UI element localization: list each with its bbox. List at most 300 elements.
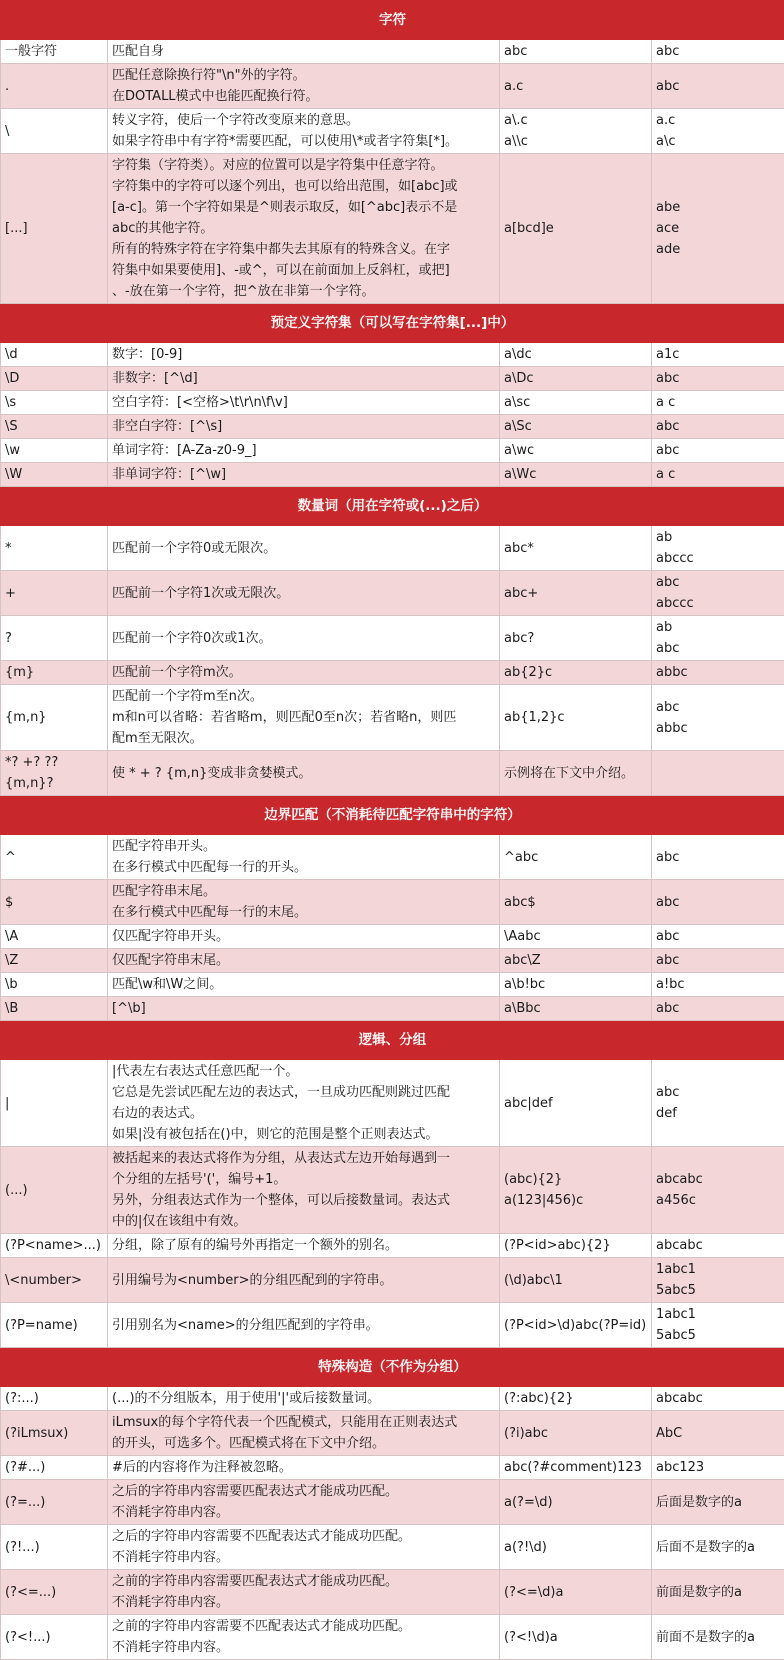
description-line: 引用编号为<number>的分组匹配到的字符串。 — [112, 1270, 495, 1291]
section-header-row — [1, 487, 784, 526]
pattern-cell — [500, 997, 652, 1021]
match-line: abc — [656, 697, 780, 718]
match-line: abbc — [656, 662, 780, 683]
syntax-cell — [1, 997, 108, 1021]
table-row — [1, 463, 784, 487]
match-line: abc — [656, 950, 780, 971]
table-row — [1, 685, 784, 751]
description-line: 单词字符：[A-Za-z0-9_] — [112, 440, 495, 461]
pattern-cell — [500, 391, 652, 415]
syntax-line: ? — [5, 628, 103, 649]
description-line: 配m至无限次。 — [112, 728, 495, 749]
description-line: 匹配前一个字符m次。 — [112, 662, 495, 683]
description-cell — [108, 571, 500, 616]
table-row — [1, 343, 784, 367]
syntax-line: *? +? ?? — [5, 752, 103, 773]
pattern-cell — [500, 973, 652, 997]
match-line: a c — [656, 392, 780, 413]
description-cell — [108, 1411, 500, 1456]
description-line: 之前的字符串内容需要不匹配表达式才能成功匹配。 — [112, 1616, 495, 1637]
description-line: 右边的表达式。 — [112, 1103, 495, 1124]
description-cell — [108, 367, 500, 391]
match-cell — [652, 880, 784, 925]
table-row — [1, 1303, 784, 1348]
syntax-line: \D — [5, 368, 103, 389]
syntax-line: \s — [5, 392, 103, 413]
match-line: abe — [656, 197, 780, 218]
table-row — [1, 571, 784, 616]
syntax-cell — [1, 1525, 108, 1570]
description-line: 字符集（字符类）。对应的位置可以是字符集中任意字符。 — [112, 155, 495, 176]
description-line: 引用别名为<name>的分组匹配到的字符串。 — [112, 1315, 495, 1336]
description-line: 仅匹配字符串开头。 — [112, 926, 495, 947]
match-cell — [652, 1258, 784, 1303]
pattern-cell — [500, 1456, 652, 1480]
syntax-cell — [1, 64, 108, 109]
pattern-line: (?<!\d)a — [504, 1627, 647, 1648]
syntax-cell — [1, 1456, 108, 1480]
description-line: #后的内容将作为注释被忽略。 — [112, 1457, 495, 1478]
pattern-cell — [500, 40, 652, 64]
match-line: 1abc1 — [656, 1259, 780, 1280]
description-cell — [108, 463, 500, 487]
syntax-line: \w — [5, 440, 103, 461]
syntax-cell — [1, 343, 108, 367]
match-cell — [652, 973, 784, 997]
description-cell — [108, 835, 500, 880]
pattern-cell — [500, 415, 652, 439]
description-cell — [108, 1060, 500, 1147]
match-cell — [652, 1480, 784, 1525]
match-cell — [652, 1234, 784, 1258]
syntax-cell — [1, 1303, 108, 1348]
description-line: 、-放在第一个字符，把^放在非第一个字符。 — [112, 281, 495, 302]
description-line: 之前的字符串内容需要匹配表达式才能成功匹配。 — [112, 1571, 495, 1592]
match-line: 前面是数字的a — [656, 1582, 780, 1603]
description-cell — [108, 973, 500, 997]
section-title: 逻辑、分组 — [1, 1021, 784, 1060]
match-line: abc123 — [656, 1457, 780, 1478]
description-cell — [108, 751, 500, 796]
description-cell — [108, 616, 500, 661]
syntax-cell — [1, 751, 108, 796]
syntax-line: (?P=name) — [5, 1315, 103, 1336]
pattern-line: abc — [504, 41, 647, 62]
table-row — [1, 1387, 784, 1411]
description-line: 字符集中的字符可以逐个列出，也可以给出范围，如[abc]或 — [112, 176, 495, 197]
pattern-line: abc? — [504, 628, 647, 649]
syntax-line: \W — [5, 464, 103, 485]
syntax-line: \<number> — [5, 1270, 103, 1291]
pattern-line: abc\Z — [504, 950, 647, 971]
match-line: a1c — [656, 344, 780, 365]
description-line: 匹配\w和\W之间。 — [112, 974, 495, 995]
pattern-line: a\Dc — [504, 368, 647, 389]
match-line: abc — [656, 1082, 780, 1103]
description-cell — [108, 64, 500, 109]
pattern-line: a\Wc — [504, 464, 647, 485]
description-cell — [108, 439, 500, 463]
pattern-line: a(?!\d) — [504, 1537, 647, 1558]
description-line: 匹配前一个字符0或无限次。 — [112, 538, 495, 559]
pattern-line: (\d)abc\1 — [504, 1270, 647, 1291]
pattern-cell — [500, 1303, 652, 1348]
syntax-cell — [1, 880, 108, 925]
section-header-row — [1, 1348, 784, 1387]
pattern-cell — [500, 925, 652, 949]
syntax-line: \B — [5, 998, 103, 1019]
description-line: 不消耗字符串内容。 — [112, 1547, 495, 1568]
syntax-line: {m} — [5, 662, 103, 683]
pattern-line: a(?=\d) — [504, 1492, 647, 1513]
match-cell — [652, 40, 784, 64]
pattern-cell — [500, 949, 652, 973]
pattern-line: (abc){2} — [504, 1169, 647, 1190]
pattern-line: (?P<id>\d)abc(?P=id) — [504, 1315, 647, 1336]
pattern-cell — [500, 1234, 652, 1258]
pattern-line: \Aabc — [504, 926, 647, 947]
description-cell — [108, 1570, 500, 1615]
match-line: abc — [656, 440, 780, 461]
match-cell — [652, 1303, 784, 1348]
table-row — [1, 949, 784, 973]
match-cell — [652, 949, 784, 973]
description-line: 使 * + ? {m,n}变成非贪婪模式。 — [112, 763, 495, 784]
pattern-cell — [500, 526, 652, 571]
pattern-cell — [500, 1570, 652, 1615]
table-row — [1, 1258, 784, 1303]
syntax-cell — [1, 154, 108, 304]
description-line: 匹配字符串开头。 — [112, 836, 495, 857]
match-line: 后面不是数字的a — [656, 1537, 780, 1558]
pattern-cell — [500, 1615, 652, 1660]
table-row — [1, 40, 784, 64]
table-row — [1, 1480, 784, 1525]
pattern-line: a\b!bc — [504, 974, 647, 995]
description-line: 所有的特殊字符在字符集中都失去其原有的特殊含义。在字 — [112, 239, 495, 260]
syntax-cell — [1, 415, 108, 439]
table-row — [1, 439, 784, 463]
table-row — [1, 1234, 784, 1258]
description-line: 不消耗字符串内容。 — [112, 1592, 495, 1613]
pattern-line: abc+ — [504, 583, 647, 604]
match-cell — [652, 391, 784, 415]
syntax-cell — [1, 1147, 108, 1234]
syntax-cell — [1, 835, 108, 880]
syntax-cell — [1, 925, 108, 949]
description-line: 非空白字符：[^\s] — [112, 416, 495, 437]
match-line: ab — [656, 527, 780, 548]
syntax-line: \Z — [5, 950, 103, 971]
match-line: abc — [656, 368, 780, 389]
syntax-cell — [1, 661, 108, 685]
pattern-line: (?i)abc — [504, 1423, 647, 1444]
syntax-cell — [1, 1387, 108, 1411]
description-line: 匹配任意除换行符"\n"外的字符。 — [112, 65, 495, 86]
description-line: 匹配前一个字符m至n次。 — [112, 686, 495, 707]
description-line: m和n可以省略：若省略m，则匹配0至n次；若省略n，则匹 — [112, 707, 495, 728]
pattern-line: a\\c — [504, 131, 647, 152]
match-line: a\c — [656, 131, 780, 152]
description-line: 另外，分组表达式作为一个整体，可以后接数量词。表达式 — [112, 1190, 495, 1211]
section-title: 特殊构造（不作为分组） — [1, 1348, 784, 1387]
description-line: 之后的字符串内容需要匹配表达式才能成功匹配。 — [112, 1481, 495, 1502]
pattern-line: a\Bbc — [504, 998, 647, 1019]
syntax-line: \ — [5, 121, 103, 142]
match-line: abcabc — [656, 1169, 780, 1190]
table-row — [1, 997, 784, 1021]
table-row — [1, 415, 784, 439]
syntax-cell — [1, 1570, 108, 1615]
syntax-line: \A — [5, 926, 103, 947]
pattern-line: a\sc — [504, 392, 647, 413]
description-cell — [108, 949, 500, 973]
description-line: 匹配自身 — [112, 41, 495, 62]
table-row — [1, 880, 784, 925]
match-cell — [652, 685, 784, 751]
pattern-cell — [500, 571, 652, 616]
section-title: 边界匹配（不消耗待匹配字符串中的字符） — [1, 796, 784, 835]
pattern-line: a(123|456)c — [504, 1190, 647, 1211]
pattern-cell — [500, 439, 652, 463]
match-cell — [652, 154, 784, 304]
description-line: 空白字符：[<空格>\t\r\n\f\v] — [112, 392, 495, 413]
table-row — [1, 751, 784, 796]
syntax-line: {m,n} — [5, 707, 103, 728]
description-line: 匹配前一个字符0次或1次。 — [112, 628, 495, 649]
pattern-line: (?<=\d)a — [504, 1582, 647, 1603]
pattern-line: 示例将在下文中介绍。 — [504, 763, 647, 784]
pattern-line: abc|def — [504, 1093, 647, 1114]
match-line: 5abc5 — [656, 1325, 780, 1346]
table-row — [1, 1411, 784, 1456]
match-cell — [652, 571, 784, 616]
syntax-line: (?P<name>...) — [5, 1235, 103, 1256]
table-row — [1, 391, 784, 415]
pattern-cell — [500, 1258, 652, 1303]
section-title: 字符 — [1, 1, 784, 40]
match-cell — [652, 367, 784, 391]
syntax-line: \d — [5, 344, 103, 365]
pattern-cell — [500, 64, 652, 109]
pattern-cell — [500, 343, 652, 367]
description-line: 匹配字符串末尾。 — [112, 881, 495, 902]
table-row — [1, 154, 784, 304]
description-cell — [108, 1615, 500, 1660]
pattern-line: abc* — [504, 538, 647, 559]
syntax-line: (?!...) — [5, 1537, 103, 1558]
description-cell — [108, 925, 500, 949]
syntax-line: (?:...) — [5, 1388, 103, 1409]
syntax-cell — [1, 1258, 108, 1303]
section-header-row — [1, 1021, 784, 1060]
match-cell — [652, 64, 784, 109]
match-cell — [652, 1615, 784, 1660]
description-line: |代表左右表达式任意匹配一个。 — [112, 1061, 495, 1082]
syntax-cell — [1, 526, 108, 571]
description-line: 个分组的左括号'('，编号+1。 — [112, 1169, 495, 1190]
description-line: [^\b] — [112, 998, 495, 1019]
pattern-line: abc$ — [504, 892, 647, 913]
table-row — [1, 661, 784, 685]
syntax-line: (?iLmsux) — [5, 1423, 103, 1444]
match-cell — [652, 463, 784, 487]
table-row — [1, 526, 784, 571]
syntax-cell — [1, 367, 108, 391]
description-line: 的开头，可选多个。匹配模式将在下文中介绍。 — [112, 1433, 495, 1454]
pattern-line: a.c — [504, 76, 647, 97]
syntax-line: 一般字符 — [5, 41, 103, 62]
match-line: abc — [656, 638, 780, 659]
table-row — [1, 64, 784, 109]
description-line: 在多行模式中匹配每一行的开头。 — [112, 857, 495, 878]
syntax-cell — [1, 439, 108, 463]
match-line: 后面是数字的a — [656, 1492, 780, 1513]
match-cell — [652, 415, 784, 439]
syntax-cell — [1, 973, 108, 997]
syntax-cell — [1, 1480, 108, 1525]
description-cell — [108, 526, 500, 571]
table-row — [1, 1525, 784, 1570]
description-line: iLmsux的每个字符代表一个匹配模式，只能用在正则表达式 — [112, 1412, 495, 1433]
match-line: abccc — [656, 593, 780, 614]
syntax-cell — [1, 463, 108, 487]
description-cell — [108, 685, 500, 751]
match-line: abcabc — [656, 1388, 780, 1409]
pattern-line: abc(?#comment)123 — [504, 1457, 647, 1478]
description-cell — [108, 1387, 500, 1411]
pattern-cell — [500, 685, 652, 751]
match-line: a.c — [656, 110, 780, 131]
match-cell — [652, 835, 784, 880]
match-line: abc — [656, 416, 780, 437]
pattern-line: a\dc — [504, 344, 647, 365]
match-cell — [652, 1570, 784, 1615]
description-line: (...)的不分组版本，用于使用'|'或后接数量词。 — [112, 1388, 495, 1409]
description-line: 被括起来的表达式将作为分组，从表达式左边开始每遇到一 — [112, 1148, 495, 1169]
description-cell — [108, 1147, 500, 1234]
pattern-cell — [500, 463, 652, 487]
match-line: 前面不是数字的a — [656, 1627, 780, 1648]
syntax-line: (?<=...) — [5, 1582, 103, 1603]
description-cell — [108, 997, 500, 1021]
description-line: 仅匹配字符串末尾。 — [112, 950, 495, 971]
pattern-cell — [500, 1147, 652, 1234]
syntax-cell — [1, 571, 108, 616]
table-row — [1, 925, 784, 949]
description-line: 中的|仅在该组中有效。 — [112, 1211, 495, 1232]
match-line: a456c — [656, 1190, 780, 1211]
description-cell — [108, 415, 500, 439]
pattern-line: a\.c — [504, 110, 647, 131]
syntax-line: {m,n}? — [5, 773, 103, 794]
syntax-line: [...] — [5, 218, 103, 239]
section-header-row — [1, 796, 784, 835]
syntax-cell — [1, 109, 108, 154]
match-cell — [652, 925, 784, 949]
syntax-line: (?<!...) — [5, 1627, 103, 1648]
description-line: 如果|没有被包括在()中，则它的范围是整个正则表达式。 — [112, 1124, 495, 1145]
syntax-line: ^ — [5, 847, 103, 868]
match-line: a c — [656, 464, 780, 485]
match-line: ab — [656, 617, 780, 638]
pattern-cell — [500, 1525, 652, 1570]
match-line: ade — [656, 239, 780, 260]
syntax-line: (...) — [5, 1180, 103, 1201]
description-line: 转义字符，使后一个字符改变原来的意思。 — [112, 110, 495, 131]
match-line: abcabc — [656, 1235, 780, 1256]
pattern-line: ^abc — [504, 847, 647, 868]
syntax-cell — [1, 1060, 108, 1147]
match-cell — [652, 1411, 784, 1456]
description-cell — [108, 661, 500, 685]
syntax-line: (?=...) — [5, 1492, 103, 1513]
match-cell — [652, 661, 784, 685]
description-cell — [108, 880, 500, 925]
match-line: ace — [656, 218, 780, 239]
description-line: 非单词字符：[^\w] — [112, 464, 495, 485]
description-line: 之后的字符串内容需要不匹配表达式才能成功匹配。 — [112, 1526, 495, 1547]
description-line: [a-c]。第一个字符如果是^则表示取反，如[^abc]表示不是 — [112, 197, 495, 218]
match-line: 1abc1 — [656, 1304, 780, 1325]
description-line: 不消耗字符串内容。 — [112, 1502, 495, 1523]
syntax-cell — [1, 949, 108, 973]
syntax-line: (?#...) — [5, 1457, 103, 1478]
table-row — [1, 973, 784, 997]
match-line: abc — [656, 572, 780, 593]
syntax-cell — [1, 616, 108, 661]
syntax-line: . — [5, 76, 103, 97]
description-line: 分组，除了原有的编号外再指定一个额外的别名。 — [112, 1235, 495, 1256]
section-header-row — [1, 304, 784, 343]
pattern-cell — [500, 1411, 652, 1456]
match-cell — [652, 1060, 784, 1147]
pattern-cell — [500, 1387, 652, 1411]
syntax-cell — [1, 391, 108, 415]
pattern-line: a\Sc — [504, 416, 647, 437]
table-row — [1, 1456, 784, 1480]
match-cell — [652, 1387, 784, 1411]
match-line: AbC — [656, 1423, 780, 1444]
table-row — [1, 1615, 784, 1660]
pattern-cell — [500, 154, 652, 304]
description-cell — [108, 40, 500, 64]
table-row — [1, 1060, 784, 1147]
description-cell — [108, 1525, 500, 1570]
match-cell — [652, 526, 784, 571]
match-line: abbc — [656, 718, 780, 739]
syntax-line: \b — [5, 974, 103, 995]
match-line: 5abc5 — [656, 1280, 780, 1301]
description-line: 如果字符串中有字符*需要匹配，可以使用\*或者字符集[*]。 — [112, 131, 495, 152]
match-line: def — [656, 1103, 780, 1124]
match-line: abc — [656, 926, 780, 947]
description-cell — [108, 391, 500, 415]
match-cell — [652, 997, 784, 1021]
match-cell — [652, 439, 784, 463]
match-line: abc — [656, 76, 780, 97]
pattern-line: ab{1,2}c — [504, 707, 647, 728]
pattern-line: (?:abc){2} — [504, 1388, 647, 1409]
section-title: 数量词（用在字符或(...)之后） — [1, 487, 784, 526]
pattern-cell — [500, 616, 652, 661]
pattern-cell — [500, 835, 652, 880]
description-line: 非数字：[^\d] — [112, 368, 495, 389]
table-body — [1, 1, 784, 1660]
description-cell — [108, 109, 500, 154]
match-line: abc — [656, 847, 780, 868]
syntax-line: * — [5, 538, 103, 559]
